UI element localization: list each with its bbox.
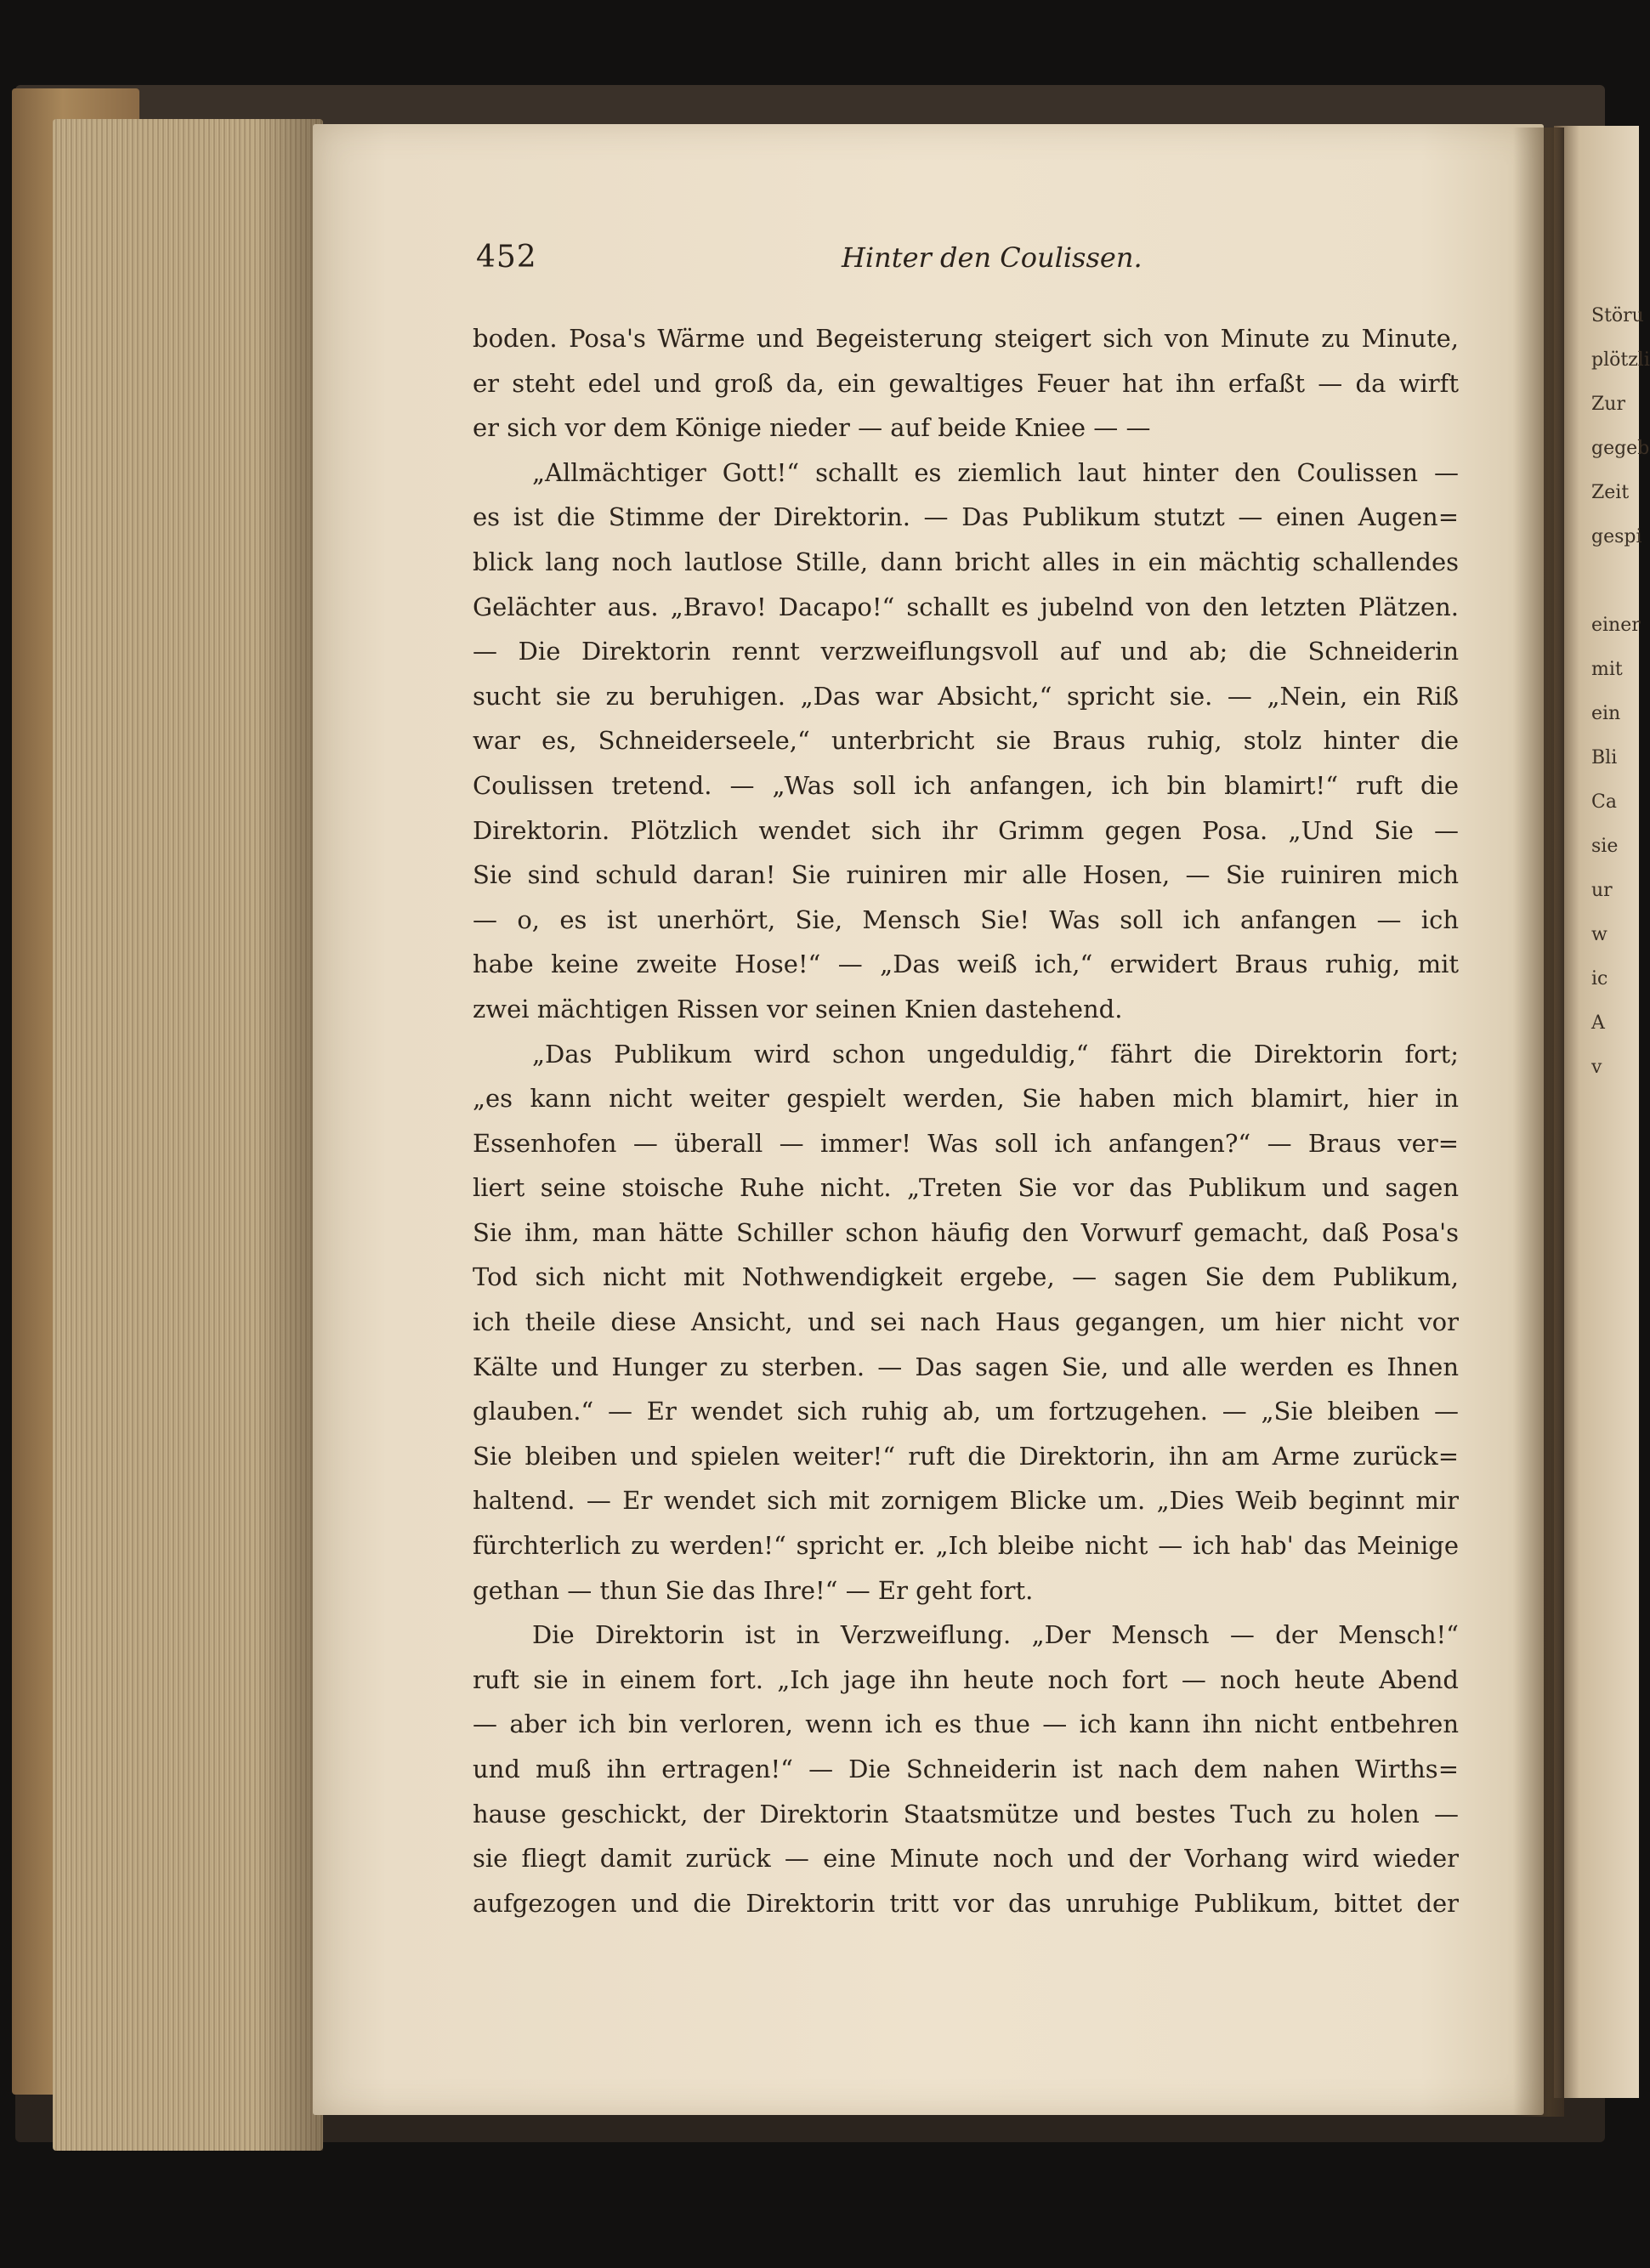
facing-page-fragment: plötzli <box>1591 349 1650 371</box>
text-line: ruft sie in einem fort. „Ich jage ihn heute noch fort — noch heute Abend <box>473 1664 1459 1694</box>
facing-page-fragment: ein <box>1591 703 1621 724</box>
facing-page-fragment: Zeit <box>1591 482 1630 503</box>
text-line: habe keine zweite Hose!“ — „Das weiß ich,“ erwidert Braus ruhig, mit <box>473 950 1459 979</box>
text-line: Sie bleiben und spielen weiter!“ ruft die Direktorin, ihn am Arme zurück= <box>473 1441 1459 1471</box>
text-line: „es kann nicht weiter gespielt werden, Sie haben mich blamirt, hier in <box>473 1084 1459 1114</box>
facing-page-fragment: gespi <box>1591 526 1642 547</box>
text-line: „Das Publikum wird schon ungeduldig,“ fährt die Direktorin fort; <box>532 1039 1459 1069</box>
facing-page-fragment: v <box>1591 1057 1602 1078</box>
text-line: es ist die Stimme der Direktorin. — Das Publikum stutzt — einen Augen= <box>473 502 1459 532</box>
facing-page-fragment: ic <box>1591 968 1608 989</box>
facing-page-fragment: Zur <box>1591 394 1625 415</box>
text-line: Coulissen tretend. — „Was soll ich anfangen, ich bin blamirt!“ ruft die <box>473 770 1459 800</box>
facing-page-fragment: Ca <box>1591 791 1617 813</box>
text-line: ich theile diese Ansicht, und sei nach Haus gegangen, um hier nicht vor <box>473 1307 1459 1337</box>
facing-page-fragment: gegeb <box>1591 438 1650 459</box>
facing-page-fragment: mit <box>1591 659 1623 680</box>
text-line: boden. Posa's Wärme und Begeisterung steigert sich von Minute zu Minute, <box>473 324 1459 353</box>
facing-page-fragment <box>1591 559 1639 604</box>
text-line: Kälte und Hunger zu sterben. — Das sagen Sie, und alle werden es Ihnen <box>473 1352 1459 1381</box>
text-line: zwei mächtigen Rissen vor seinen Knien dastehend. <box>473 994 1123 1023</box>
text-line: glauben.“ — Er wendet sich ruhig ab, um fortzugehen. — „Sie bleiben — <box>473 1397 1459 1426</box>
text-line: war es, Schneiderseele,“ unterbricht sie Braus ruhig, stolz hinter die <box>473 726 1459 756</box>
facing-page-fragment: ur <box>1591 880 1613 901</box>
text-line: sucht sie zu beruhigen. „Das war Absicht,“ spricht sie. — „Nein, ein Riß <box>473 681 1459 711</box>
text-line: und muß ihn ertragen!“ — Die Schneiderin ist nach dem nahen Wirths= <box>473 1755 1459 1783</box>
text-line: gethan — thun Sie das Ihre!“ — Er geht fort. <box>473 1575 1034 1605</box>
text-line: Die Direktorin ist in Verzweiflung. „Der Mensch — der Mensch!“ <box>532 1620 1459 1650</box>
text-line: — aber ich bin verloren, wenn ich es thue — ich kann ihn nicht entbehren <box>473 1710 1459 1739</box>
running-head <box>476 240 1454 282</box>
text-line: aufgezogen und die Direktorin tritt vor das unruhige Publikum, bittet der <box>473 1888 1459 1918</box>
text-line: Essenhofen — überall — immer! Was soll ich anfangen?“ — Braus ver= <box>473 1128 1459 1158</box>
text-line: liert seine stoische Ruhe nicht. „Treten Sie vor das Publikum und sagen <box>473 1173 1459 1203</box>
text-line: haltend. — Er wendet sich mit zornigem Blicke um. „Dies Weib beginnt mir <box>473 1486 1459 1516</box>
text-line: Sie sind schuld daran! Sie ruiniren mir alle Hosen, — Sie ruiniren mich <box>473 860 1459 890</box>
text-line: blick lang noch lautlose Stille, dann bricht alles in ein mächtig schallendes <box>473 547 1459 576</box>
facing-page-fragment: Störu <box>1591 305 1644 326</box>
facing-page-fragment: w <box>1591 924 1607 945</box>
page-gutter <box>1513 128 1564 2117</box>
text-line: Gelächter aus. „Bravo! Dacapo!“ schallt es jubelnd von den letzten Plätzen. <box>473 592 1459 621</box>
text-line: fürchterlich zu werden!“ spricht er. „Ich bleibe nicht — ich hab' das Meinige <box>473 1531 1459 1561</box>
text-line: hause geschickt, der Direktorin Staatsmütze und bestes Tuch zu holen — <box>473 1799 1459 1829</box>
running-title: Hinter den Coulissen. <box>842 241 1143 274</box>
text-line: — Die Direktorin rennt verzweiflungsvoll auf und ab; die Schneiderin <box>473 637 1459 666</box>
text-line: Direktorin. Plötzlich wendet sich ihr Grimm gegen Posa. „Und Sie — <box>473 815 1459 845</box>
body-text <box>473 316 1459 1925</box>
text-line: er sich vor dem Könige nieder — auf beide Kniee — — <box>473 413 1151 443</box>
facing-page-text <box>1591 294 1650 1090</box>
text-line: Sie ihm, man hätte Schiller schon häufig den Vorwurf gemacht, daß Posa's <box>473 1217 1459 1247</box>
facing-page-fragment: einer <box>1591 615 1641 636</box>
text-line: sie fliegt damit zurück — eine Minute noch und der Vorhang wird wieder <box>473 1844 1459 1874</box>
text-line: er steht edel und groß da, ein gewaltiges Feuer hat ihn erfaßt — da wirft <box>473 368 1459 398</box>
text-line: „Allmächtiger Gott!“ schallt es ziemlich laut hinter den Coulissen — <box>532 457 1459 487</box>
text-line: — o, es ist unerhört, Sie, Mensch Sie! Was soll ich anfangen — ich <box>473 904 1459 934</box>
facing-page-fragment: Bli <box>1591 747 1618 768</box>
text-line: Tod sich nicht mit Nothwendigkeit ergebe, — sagen Sie dem Publikum, <box>473 1262 1459 1292</box>
facing-page-fragment: A <box>1591 1012 1605 1034</box>
page-number: 452 <box>476 240 537 275</box>
facing-page-fragment: sie <box>1591 836 1619 857</box>
